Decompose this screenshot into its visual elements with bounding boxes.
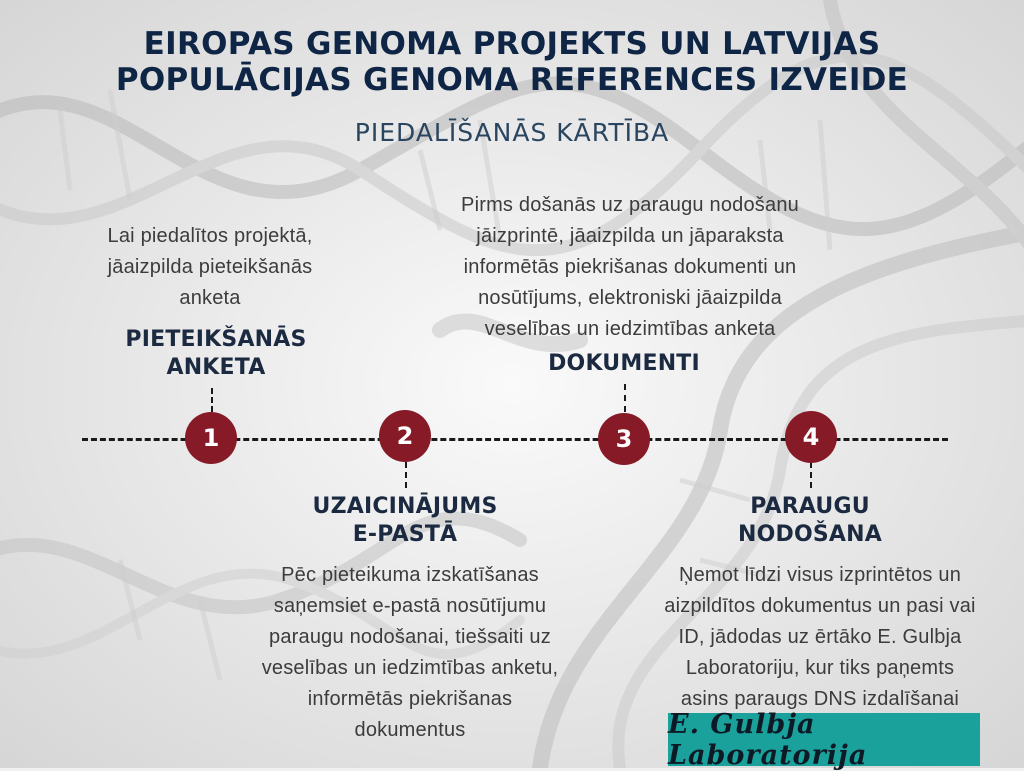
step-3-connector [624,384,626,412]
title-line-1: EIROPAS GENOMA PROJEKTS UN LATVIJAS [143,26,881,62]
step-2-connector [405,462,407,488]
step-3-title [504,350,744,378]
desc-line: nosūtījums, elektroniski jāaizpilda [478,287,782,309]
desc-line: Laboratoriju, kur tiks paņemts [685,657,955,679]
step-2-number-badge: 2 [379,410,431,462]
desc-line: paraugu nodošanai, tiešsaiti uz [269,626,551,648]
step-4-title [690,493,930,549]
desc-line: Ņemot līdzi visus izprintētos un [678,564,962,586]
step-4-number-badge: 4 [785,411,837,463]
desc-line: aizpildītos dokumentus un pasi vai [664,595,976,617]
desc-line: Lai piedalītos projektā, [107,225,313,247]
step-title-line: ANKETA [166,355,266,380]
step-title-line: UZAICINĀJUMS [312,494,498,519]
step-1-description [60,221,360,314]
desc-line: ID, jādodas uz ērtāko E. Gulbja [678,626,962,648]
desc-line: veselības un iedzimtības anketa [484,318,776,340]
desc-line: Pēc pieteikuma izskatīšanas [281,564,539,586]
desc-line: anketa [179,287,241,309]
step-title-line: PIETEIKŠANĀS [125,327,307,352]
lab-logo-text: E. Gulbja Laboratorija [668,708,868,771]
step-title-line: E-PASTĀ [352,522,458,547]
step-1-connector [211,388,213,412]
step-title-line: DOKUMENTI [548,351,700,376]
subtitle: PIEDALĪŠANĀS KĀRTĪBA [354,118,670,147]
desc-line: jāaizpilda pieteikšanās [107,256,313,278]
step-title-line: NODOŠANA [738,522,882,547]
step-4-connector [810,462,812,488]
desc-line: informētās piekrišanas dokumenti un [463,256,797,278]
desc-line: informētās piekrišanas [307,688,513,710]
step-3-description [420,190,840,345]
step-4-description [630,560,1010,715]
step-2-title [280,493,530,549]
step-2-description [220,560,600,746]
desc-line: asins paraugs DNS izdalīšanai [680,688,960,710]
step-3-number-badge: 3 [598,413,650,465]
desc-line: veselības un iedzimtības anketu, [261,657,559,679]
step-1-number-badge: 1 [185,412,237,464]
step-1-title [96,326,336,382]
step-title-line: PARAUGU [750,494,870,519]
desc-line: saņemsiet e-pastā nosūtījumu [273,595,547,617]
title-line-2: POPULĀCIJAS GENOMA REFERENCES IZVEIDE [115,62,909,98]
desc-line: jāizprintē, jāaizpilda un jāparaksta [476,225,784,247]
lab-logo [668,708,980,771]
desc-line: Pirms došanās uz paraugu nodošanu [461,194,799,216]
desc-line: dokumentus [354,719,466,741]
